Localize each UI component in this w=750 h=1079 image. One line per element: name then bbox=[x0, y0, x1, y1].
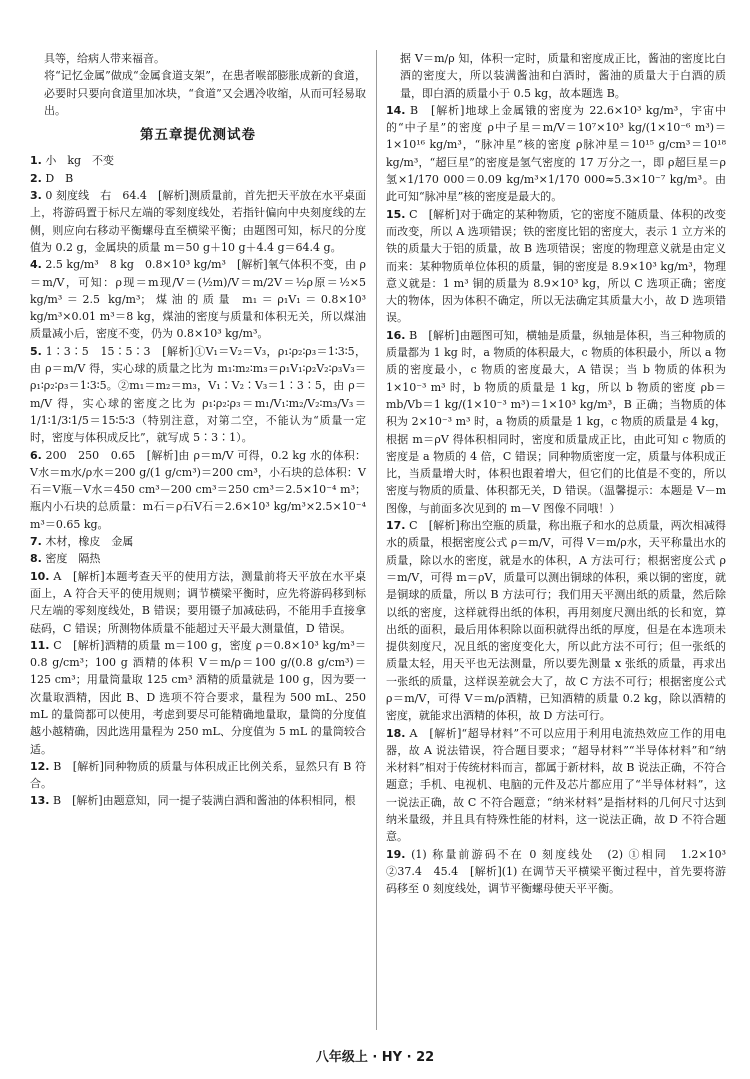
answer-item bbox=[30, 152, 366, 169]
answer-number: 4. bbox=[30, 258, 42, 272]
left-answer-list bbox=[30, 152, 366, 809]
answer-number: 2. bbox=[30, 171, 42, 185]
answer-text: 密度 隔热 bbox=[45, 552, 101, 566]
answer-item bbox=[30, 758, 366, 793]
column-divider bbox=[376, 50, 377, 1030]
answer-text: 0 刻度线 右 64.4 [解析]测质量前，首先把天平放在水平桌面上，将游码置于标尺左端的零刻度线处，若指针偏向中央刻度线的左侧，则应向右移动平衡螺母直至横梁平衡；由题图可知，标尺的分度值为 0.2 g，金属块的质量 m＝50 g＋10 g＋4.4 g＝64.4 g。 bbox=[30, 189, 366, 254]
answer-item bbox=[386, 50, 726, 102]
answer-text: (1) 称量前游码不在 0 刻度线处 (2) ①相同 1.2×10³ ②37.4 45.4 [解析](1) 在调节天平横梁平衡过程中，首先要将游码移至 0 刻度线处，调节平衡螺母使天平平衡。 bbox=[386, 847, 738, 896]
right-answer-list bbox=[386, 50, 738, 898]
answer-item bbox=[30, 637, 366, 758]
answer-number: 3. bbox=[30, 189, 42, 203]
answer-text: A [解析]本题考查天平的使用方法，测量前将天平放在水平桌面上，A 符合天平的使用规则；调节横梁平衡时，应先将游码移到标尺左端的零刻度线处，B 错误；要用镊子加减砝码，不能用手直接拿砝码，C 错误；所测物体质量不能超过天平最大测量值，D 错误。 bbox=[30, 569, 366, 635]
answer-item bbox=[30, 343, 366, 447]
answer-number: 6. bbox=[30, 448, 42, 462]
answer-text: C [解析]对于确定的某种物质，它的密度不随质量、体积的改变而改变，所以 A 选项错误；铁的密度比铝的密度大，表示 1 立方米的铁的质量大于铝的质量，故 B 选项错误；密度的物理意义就是由定义而来：某种物质单位体积的质量，铜的密度是 8.9×10³ kg/m³，物理意义就是：1 m³ 铜的质量为 8.9×10³ kg，所以 C 选项正确；密度大的物体，因为体积不确定，所以无法确定其质量大小，故 D 选项错误。 bbox=[386, 207, 727, 325]
answer-item bbox=[386, 102, 726, 206]
answer-item bbox=[386, 846, 738, 898]
answer-number: 11. bbox=[30, 638, 50, 652]
answer-text: B [解析]地球上金属锇的密度为 22.6×10³ kg/m³，宇宙中的“中子星”的密度 ρ中子星＝m/V＝10⁷×10³ kg/(1×10⁻⁶ m³)＝1×10¹⁶ kg/m³，“脉冲星”核的密度 ρ脉冲星＝10¹⁵ g/cm³＝10¹⁸ kg/m³，“超巨星”的密度是氢气密度的 17 万分之一，即 ρ超巨星＝ρ氢×1/170 000＝0.09 kg/m³×1/170 000≈5.3×10⁻⁷ kg/m³。由此可知“脉冲星”核的密度是最大的。 bbox=[386, 103, 726, 204]
chapter-title: 第五章提优测试卷 bbox=[140, 127, 256, 144]
answer-text: A [解析]“超导材料”不可以应用于利用电流热效应工作的用电器，故 A 说法错误，符合题目要求；“超导材料”“半导体材料”和“纳米材料”相对于传统材料而言，都属于新材料，故 B 说法正确，不符合题意；手机、电视机、电脑的元件及芯片都应用了“半导体材料”，这一说法正确，故 C 不符合题意；“纳米材料”是指材料的几何尺寸达到纳米量级，并且具有特殊性能的材料，这一说法正确，故 D 不符合题意。 bbox=[386, 726, 727, 844]
answer-text: C [解析]称出空瓶的质量，称出瓶子和水的总质量，两次相减得水的质量，根据密度公式 ρ＝m/V，可得 V＝m/ρ水，天平称量出水的质量，除以水的密度，就是水的体积，A 方法可行；根据密度公式 ρ＝m/V，可得 m＝ρV，质量可以测出铜球的体积，乘以铜的密度，就是铜球的质量，所以 B 方法可行；我们用天平测出纸的质量，然后除以纸的密度，这样就得出纸的体积，再用刻度尺测出纸的长和宽，算出纸的面积，最后用体积除以面积就得出纸的厚度，但是在本选项未提供刻度尺，况且纸的密度变化大，所以此方法不可行；但一张纸的质量太轻，用天平也无法测量，所以要先测量 x 张纸的质量，再求出一张纸的质量，这样误差就会大了，故 C 方法不可行；根据密度公式 ρ＝m/V，可得 V＝m/ρ酒精，已知酒精的质量 0.2 kg，除以酒精的密度，就能求出酒精的体积，故 D 方法可行。 bbox=[386, 519, 727, 723]
answer-number: 17. bbox=[386, 519, 406, 533]
intro-paragraph-2: 将“记忆金属”做成“金属食道支架”，在患者喉部膨胀成新的食道，必要时只要向食道里加冰块，“食道”又会遇冷收缩，从而可轻易取出。 bbox=[44, 69, 366, 117]
answer-item bbox=[30, 792, 366, 809]
answer-text: 1∶3∶5 15∶5∶3 [解析]①V₁＝V₂＝V₃，ρ₁∶ρ₂∶ρ₃＝1∶3∶5，由 ρ＝m/V 得，实心球的质量之比为 m₁∶m₂∶m₃＝ρ₁V₁∶ρ₂V₂∶ρ₃V₃＝ρ₁∶ρ₂∶ρ₃＝1∶3∶5。②m₁＝m₂＝m₃，V₁∶V₂∶V₃＝1∶3∶5，由 ρ＝m/V 得，实心球的密度之比为 ρ₁∶ρ₂∶ρ₃＝m₁/V₁∶m₂/V₂∶m₃/V₃＝1/1∶1/3∶1/5＝15∶5∶3（特别注意，对第二空，不能认为“质量一定时，密度与体积成反比”，就写成 5∶3∶1）。 bbox=[30, 344, 366, 445]
answer-item bbox=[30, 170, 366, 187]
answer-text: C [解析]酒精的质量 m＝100 g，密度 ρ＝0.8×10³ kg/m³＝0.8 g/cm³；100 g 酒精的体积 V＝m/ρ＝100 g/(0.8 g/cm³)＝125 cm³；用量筒量取 125 cm³ 酒精的质量就是 100 g，因为要一次量取酒精，因此 B、D 选项不符合要求，量程为 500 mL、250 mL 的量筒都可以使用，考虑到要尽可能精确地量取，量筒的分度值越小越精确，因此选用量程为 250 mL、分度值为 5 mL 的量筒较合适。 bbox=[30, 638, 366, 756]
answer-number: 15. bbox=[386, 207, 406, 221]
answer-item bbox=[30, 533, 366, 550]
answer-item bbox=[386, 206, 726, 327]
intro-paragraph-1: 具等，给病人带来福音。 bbox=[44, 52, 165, 65]
answer-item bbox=[30, 447, 366, 533]
answer-text: 据 V＝m/ρ 知，体积一定时，质量和密度成正比，酱油的密度比白酒的密度大，所以装满酱油和白酒时，酱油的质量大于白酒的质量，即白酒的质量小于 0.5 kg，故本题选 B。 bbox=[400, 52, 726, 100]
answer-number: 8. bbox=[30, 552, 42, 566]
answer-text: B [解析]由题图可知，横轴是质量，纵轴是体积，当三种物质的质量都为 1 kg 时，a 物质的体积最大，c 物质的体积最小，所以 a 物质的密度最小，c 物质的密度最大，A 错误；当 b 物质的体积为 1×10⁻³ m³ 时，b 物质的质量是 1 kg，所以 b 物质的密度 ρb＝mb/Vb＝1 kg/(1×10⁻³ m³)＝1×10³ kg/m³，B 正确；当物质的体积为 2×10⁻³ m³ 时，a 物质的质量是 1 kg，c 物质的质量是 4 kg，根据 m＝ρV 得体积相同时，密度和质量成正比，由此可知 c 物质的密度是 a 物质的 4 倍，C 错误；同种物质密度一定，质量与体积成正比，当质量增大时，体积也跟着增大，但它们的比值是不变的，所以密度与物质的质量、体积都无关，D 错误。（温馨提示：本题是 V－m 图像，与前面多次见到的 m－V 图像不同哦！） bbox=[386, 328, 726, 515]
answer-number: 16. bbox=[386, 328, 406, 342]
answer-item bbox=[386, 327, 726, 517]
answer-number: 19. bbox=[386, 847, 406, 861]
answer-item bbox=[30, 256, 366, 342]
answer-number: 14. bbox=[386, 103, 406, 117]
answer-number: 10. bbox=[30, 569, 50, 583]
answer-text: 2.5 kg/m³ 8 kg 0.8×10³ kg/m³ [解析]氧气体积不变，由 ρ＝m/V，可知：ρ现＝m现/V＝(½m)/V＝m/2V＝½ρ原＝½×5 kg/m³＝2.5 kg/m³；煤油的质量 m₁＝ρ₁V₁＝0.8×10³ kg/m³×0.01 m³＝8 kg，煤油的密度与质量和体积无关，所以煤油质量减小后，密度不变，仍为 0.8×10³ kg/m³。 bbox=[30, 258, 366, 341]
answer-item bbox=[30, 550, 366, 567]
answer-text: 200 250 0.65 [解析]由 ρ＝m/V 可得，0.2 kg 水的体积：V水＝m水/ρ水＝200 g/(1 g/cm³)＝200 cm³，小石块的总体积：V石＝V瓶－V水＝450 cm³－200 cm³＝250 cm³＝2.5×10⁻⁴ m³；瓶内小石块的总质量：m石＝ρ石V石＝2.6×10³ kg/m³×2.5×10⁻⁴ m³＝0.65 kg。 bbox=[30, 448, 366, 531]
answer-number: 18. bbox=[386, 726, 406, 740]
answer-text: 小 kg 不变 bbox=[45, 154, 115, 168]
answer-item bbox=[30, 187, 366, 256]
answer-text: D B bbox=[45, 171, 74, 185]
answer-item bbox=[30, 568, 366, 637]
answer-number: 13. bbox=[30, 794, 50, 808]
answer-number: 7. bbox=[30, 535, 42, 549]
answer-number: 5. bbox=[30, 344, 42, 358]
answer-text: B [解析]同种物质的质量与体积成正比例关系，显然只有 B 符合。 bbox=[30, 759, 367, 791]
page-footer: 八年级上 · HY · 22 bbox=[315, 1050, 435, 1065]
answer-number: 1. bbox=[30, 154, 42, 168]
answer-item bbox=[386, 725, 726, 846]
answer-text: 木材，橡皮 金属 bbox=[45, 535, 134, 549]
answer-text: B [解析]由题意知，同一提子装满白酒和酱油的体积相同，根 bbox=[53, 794, 356, 808]
answer-item bbox=[386, 517, 726, 725]
answer-number: 12. bbox=[30, 759, 50, 773]
right-column bbox=[386, 50, 738, 898]
left-column bbox=[30, 50, 366, 810]
